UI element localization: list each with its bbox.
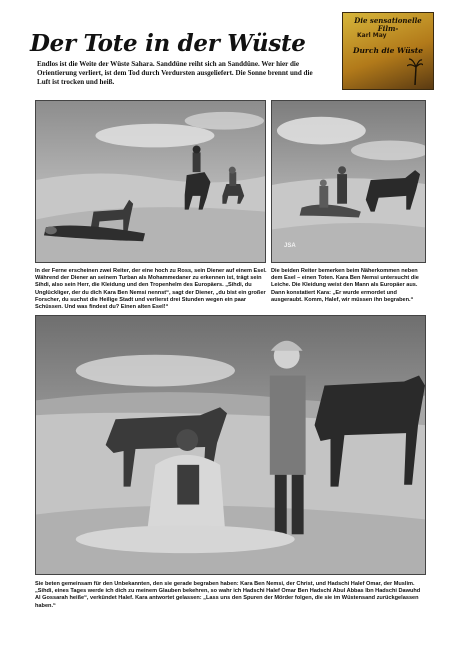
poster-line1: Die sensationelle Film- — [354, 16, 422, 33]
desert-scene-3 — [36, 316, 425, 574]
poster-line3: Durch die Wüste — [352, 46, 424, 55]
intro-text: Endlos ist die Weite der Wüste Sahara. Sanddüne reiht sich an Sanddüne. Wer hier die Orientierung verliert, ist dem Tod durch Verdursten ausgeliefert. Die Sonne brennt und die Luft ist trocken und heiß. — [37, 60, 313, 87]
photo-examining-body — [271, 100, 426, 263]
caption-photo2: Die beiden Reiter bemerken beim Näherkommen neben dem Esel – einen Toten. Kara Ben Nemsi untersucht die Leiche. Die Kleidung weist den Mann als Europäer aus. Dann konstatiert Kara: „Er wurde ermordet und ausgeraubt. Komm, Halef, wir müssen ihn begraben.“ — [271, 268, 419, 303]
photo2-mark: JSA — [284, 243, 296, 249]
page-title: Der Tote in der Wüste — [30, 30, 306, 57]
photo-riders-and-dead-donkey — [35, 100, 266, 263]
palm-icon — [407, 57, 423, 85]
photo-prayer-at-grave — [35, 315, 426, 575]
caption-photo1: In der Ferne erscheinen zwei Reiter, der eine hoch zu Ross, sein Diener auf einem Esel. Während der Diener an seinem Turban als Mohammedaner zu erkennen ist, trägt sein Sihdi, also sein Herr, die Kleidung und den Tropenhelm des Europäers. „Sihdi, du Unglückliger, der du dich Kara Ben Nemsi nennst“, sagt der Diener, „du bist ein großer Forscher, du suchst die Heilige Stadt und verlierst drei Stunden wegen ein paar Schüssen. Und was findest du? Einen alten Esel!“ — [35, 268, 267, 311]
desert-scene-2 — [272, 101, 425, 262]
desert-scene-1 — [36, 101, 265, 262]
film-poster-thumbnail — [342, 12, 434, 90]
caption-photo3: Sie beten gemeinsam für den Unbekannten, den sie gerade begraben haben: Kara Ben Nemsi, der Christ, und Hadschi Halef Omar, der Muslim. „Sihdi, eines Tages werde ich dich zu meinem Glauben bekehren, so wahr ich Hadschi Halef Omar Ben Hadschi Abul Abbas Ibn Hadschi Dawuhd Al Gossarah heiße“, verkündet Halef. Kara antwortet gelassen: „Lass uns den Spuren der Mörder folgen, die sie im Wüstensand zurückgelassen haben.“ — [35, 581, 421, 609]
poster-line2: Karl May — [357, 32, 387, 39]
